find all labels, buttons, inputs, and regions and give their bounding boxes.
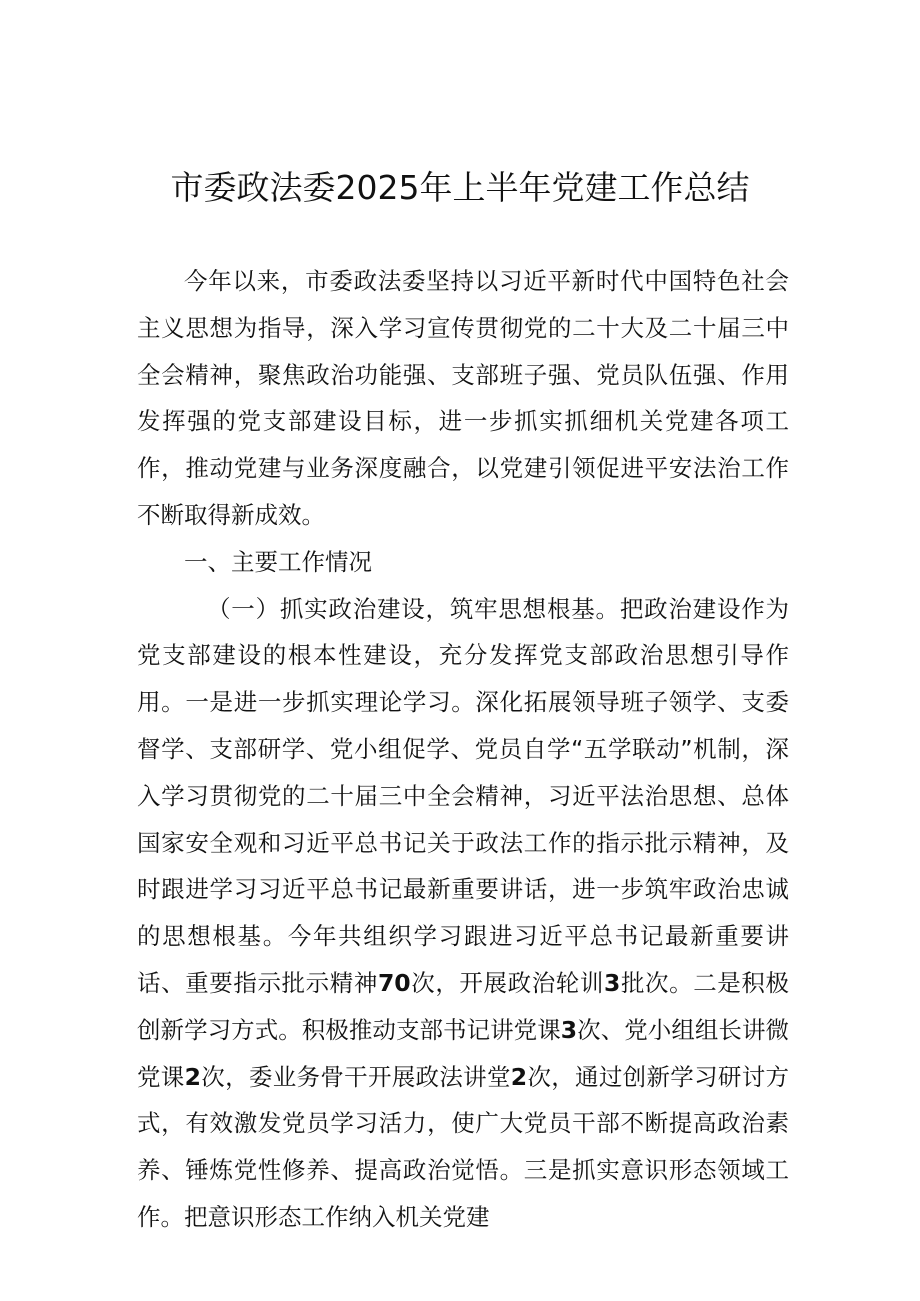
subsection-paragraph — [137, 586, 789, 1241]
stat-number: 70 — [377, 968, 411, 997]
paragraph-text: 次，通过创新学习研讨方式，有效激发党员学习活力，使广大党员干部不断提高政治素养、锤炼党性修养、提高政治觉悟。三是抓实意识形态领域工作。把意识形态工作纳入机关党建 — [137, 1062, 790, 1231]
stat-number: 3 — [560, 1015, 578, 1044]
paragraph-text: 次，委业务骨干开展政法讲堂 — [200, 1062, 511, 1091]
paragraph-text: 把政治建设作为党支部建设的根本性建设，充分发挥党支部政治思想引导作用。一是进一步抓实理论学习。深化拓展领导班子领学、支委督学、支部研学、党小组促学、党员自学“五学联动”机制，深入学习贯彻党的二十届三中全会精神，习近平法治思想、总体国家安全观和习近平总书记关于政法工作的指示批示精神，及时跟进学习习近平总书记最新重要讲话，进一步筑牢政治忠诚的思想根基。今年共组织学习跟进习近平总书记最新重要讲话、重要指示批示精神 — [137, 594, 790, 997]
paragraph-text: 次、党小组组长讲微党课 — [137, 1015, 790, 1091]
document-body — [137, 258, 789, 1241]
document-title: 市委政法委2025年上半年党建工作总结 — [170, 168, 750, 207]
paragraph-text: 批次。二是积极创新学习方式。积极推动支部书记讲党课 — [137, 968, 789, 1044]
paragraph-text: 次，开展政治轮训 — [410, 968, 604, 997]
stat-number: 3 — [603, 968, 621, 997]
intro-paragraph: 今年以来，市委政法委坚持以习近平新时代中国特色社会主义思想为指导，深入学习宣传贯彻党的二十大及二十届三中全会精神，聚焦政治功能强、支部班子强、党员队伍强、作用发挥强的党支部建设目标，进一步抓实抓细机关党建各项工作，推动党建与业务深度融合，以党建引领促进平安法治工作不断取得新成效。 — [137, 267, 789, 529]
stat-number: 2 — [184, 1062, 201, 1091]
stat-number: 2 — [510, 1062, 528, 1091]
section-heading: 一、主要工作情况 — [184, 547, 372, 576]
subsection-lead: （一）抓实政治建设，筑牢思想根基。 — [207, 594, 620, 623]
